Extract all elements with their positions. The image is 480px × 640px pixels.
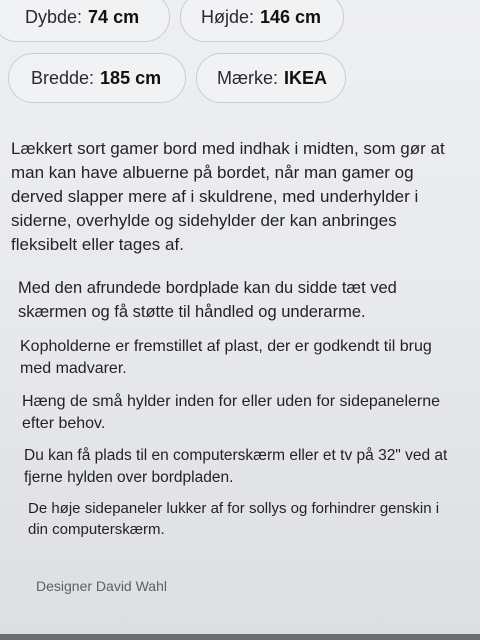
designer-credit: Designer David Wahl — [36, 578, 167, 594]
spec-chip-depth — [0, 0, 170, 42]
description-paragraph: Med den afrundede bordplade kan du sidde tæt ved skærmen og få støtte til håndled og underarme. — [18, 279, 397, 321]
spec-label: Dybde: — [25, 6, 83, 27]
spec-label: Mærke: — [217, 67, 279, 88]
description-paragraph: Du kan få plads til en computerskærm eller et tv på 32" ved at fjerne hylden over bordpladen. — [24, 447, 448, 486]
description-paragraph: Lækkert sort gamer bord med indhak i midten, som gør at man kan have albuerne på bordet, når man gamer og derved slapper mere af i skuldrene, med underhylder i siderne, overhylde og sidehylder der kan anbringes fleksibelt eller tages af. — [11, 139, 445, 254]
description-paragraph: De høje sidepaneler lukker af for sollys og forhindrer genskin i din computerskærm. — [28, 500, 440, 538]
spec-chip-height — [180, 0, 344, 42]
description-paragraph: Kopholderne er fremstillet af plast, der er godkendt til brug med madvarer. — [20, 338, 432, 377]
description-paragraph: Hæng de små hylder inden for eller uden for sidepanelerne efter behov. — [22, 393, 441, 432]
spec-value: IKEA — [284, 67, 328, 88]
spec-chip-brand — [196, 53, 346, 103]
spec-label: Bredde: — [31, 67, 95, 88]
spec-value: 74 cm — [88, 6, 140, 27]
screen-bezel — [0, 634, 480, 640]
spec-chip-width — [8, 53, 186, 103]
spec-value: 185 cm — [100, 67, 162, 88]
spec-label: Højde: — [201, 6, 255, 27]
spec-value: 146 cm — [260, 6, 322, 27]
